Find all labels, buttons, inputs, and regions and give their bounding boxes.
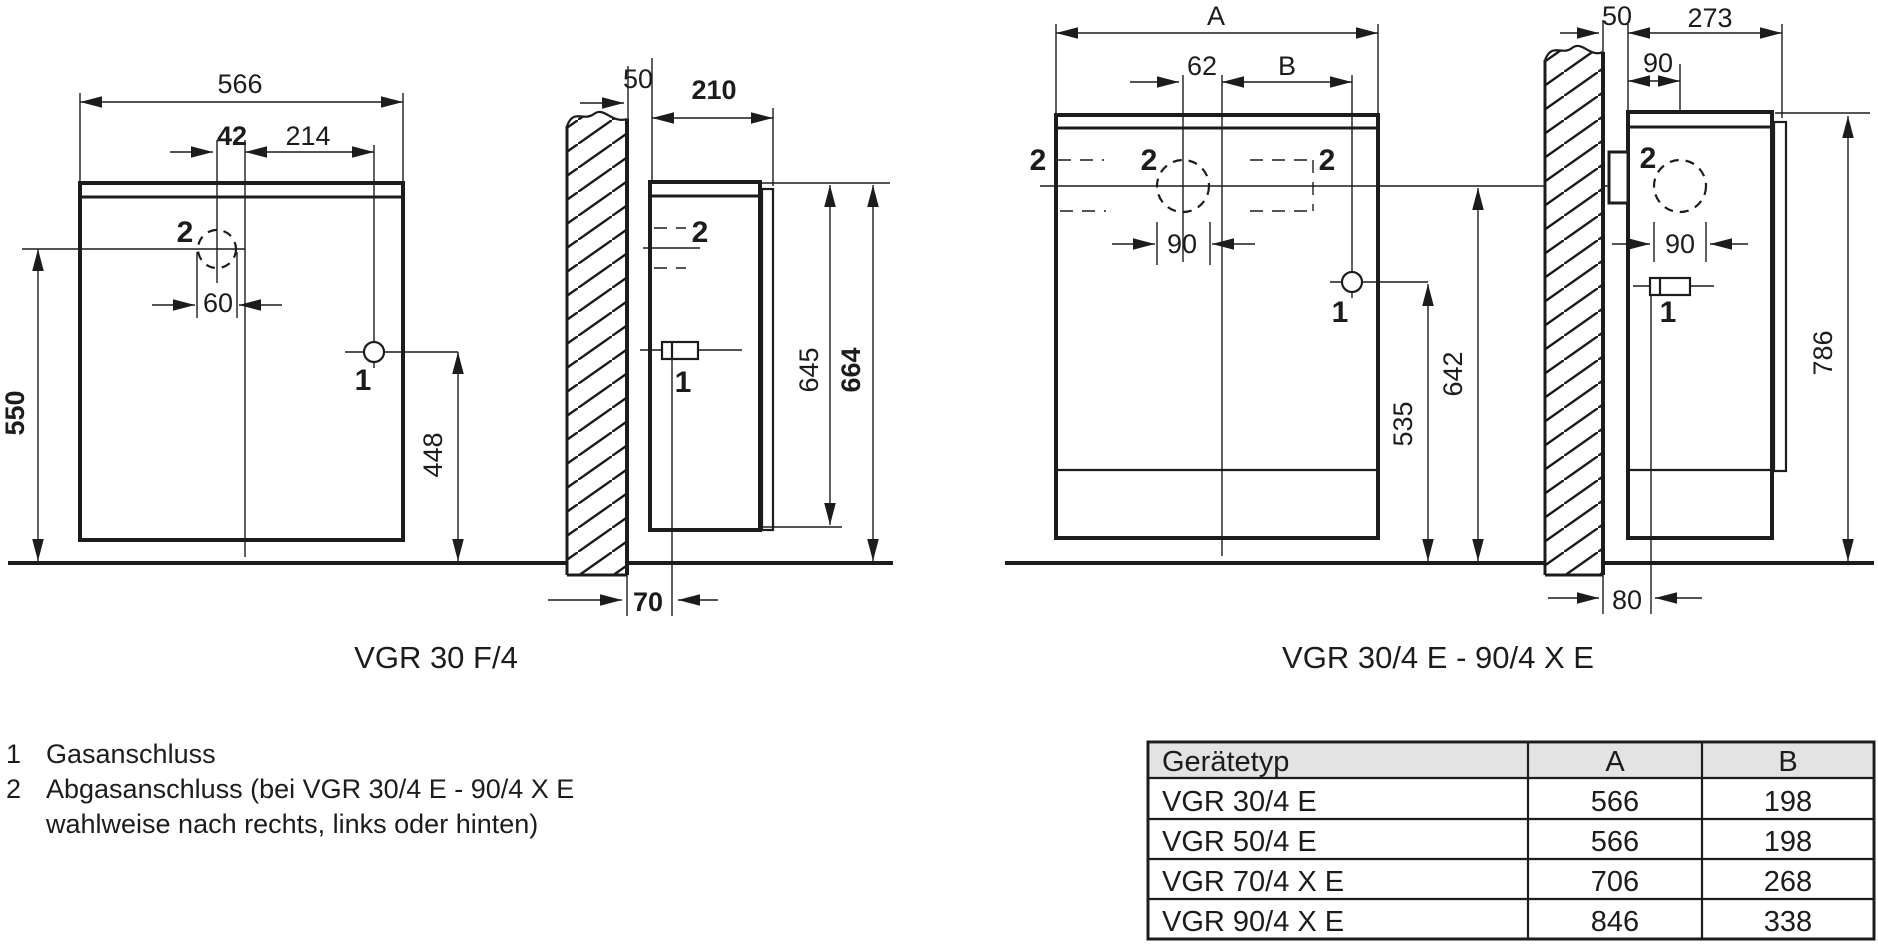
table-header-b: B	[1778, 746, 1798, 778]
unit-outline	[1056, 115, 1378, 538]
gas-label: 1	[1659, 296, 1677, 329]
device-table	[1148, 742, 1874, 939]
dim-70-label: 70	[632, 587, 664, 617]
dim-645	[762, 183, 890, 527]
table-row	[1162, 866, 1812, 898]
dim-664	[836, 185, 873, 561]
caption-right: VGR 30/4 E - 90/4 X E	[1282, 640, 1594, 675]
dim-90-top-label: 90	[1642, 48, 1674, 78]
legend-item1-key: 1	[6, 739, 22, 769]
dim-642-label: 642	[1438, 351, 1468, 397]
dim-214	[245, 121, 374, 152]
flue-rear-stub	[1609, 152, 1628, 203]
dim-448	[418, 352, 458, 561]
flue-label: 2	[691, 216, 709, 249]
flue-label-right: 2	[1318, 144, 1336, 177]
wall-section	[567, 112, 627, 575]
front-panel-strip	[1774, 122, 1786, 471]
legend-item2-text-line1: Abgasanschluss (bei VGR 30/4 E - 90/4 X E	[46, 774, 575, 804]
cell-a: 706	[1590, 866, 1640, 898]
gas-circle	[364, 342, 384, 362]
dim-42-label: 42	[216, 121, 248, 151]
dim-550-label: 550	[0, 390, 30, 436]
dim-62	[1130, 51, 1217, 82]
wall-hatch	[1545, 46, 1603, 575]
flue-label-left: 2	[1029, 144, 1047, 177]
dim-A-label: A	[1206, 1, 1226, 31]
unit-side-outline	[1628, 112, 1772, 538]
caption-left: VGR 30 F/4	[354, 640, 518, 675]
table-row	[1162, 826, 1812, 858]
flue-label: 2	[1639, 142, 1657, 175]
dim-645-label: 645	[794, 347, 824, 393]
table-row	[1162, 906, 1812, 938]
right-side-view	[1545, 1, 1870, 615]
dim-664-label: 664	[836, 347, 866, 393]
dim-B	[1222, 51, 1352, 82]
dim-50-label: 50	[622, 64, 654, 94]
dim-42	[170, 121, 247, 152]
cell-b: 198	[1763, 786, 1813, 818]
middle-side-view	[548, 58, 890, 617]
legend-item2-text-line2: wahlweise nach rechts, links oder hinten)	[46, 809, 539, 839]
dim-80	[1548, 575, 1702, 615]
cell-a: 846	[1590, 906, 1640, 938]
dim-786-label: 786	[1808, 330, 1838, 376]
dim-535	[1388, 284, 1428, 561]
cell-type: VGR 30/4 E	[1162, 786, 1317, 818]
gas-fitting	[1650, 278, 1690, 295]
wall-section	[1545, 46, 1603, 575]
table-header-type: Gerätetyp	[1162, 746, 1290, 778]
gas-label: 1	[354, 364, 372, 397]
dim-566-label: 566	[217, 69, 263, 99]
dim-448-label: 448	[418, 432, 448, 478]
unit-outline	[80, 183, 403, 540]
dim-B-label: B	[1277, 51, 1297, 81]
legend-item1-text: Gasanschluss	[46, 739, 216, 769]
dim-550	[0, 249, 38, 561]
cell-type: VGR 50/4 E	[1162, 826, 1317, 858]
legend	[6, 739, 574, 839]
gas-label: 1	[674, 366, 692, 399]
gas-fitting	[662, 342, 698, 359]
dim-90-label: 90	[1166, 229, 1198, 259]
dim-60-label: 60	[202, 288, 234, 318]
cell-type: VGR 70/4 X E	[1162, 866, 1345, 898]
dim-786	[1775, 113, 1870, 561]
dim-535-label: 535	[1388, 401, 1418, 447]
cell-type: VGR 90/4 X E	[1162, 906, 1345, 938]
left-front-view	[0, 69, 458, 561]
cell-a: 566	[1590, 786, 1640, 818]
dim-90-mid-label: 90	[1664, 229, 1696, 259]
flue-label: 2	[176, 216, 194, 249]
dim-80-label: 80	[1611, 585, 1643, 615]
cell-b: 198	[1763, 826, 1813, 858]
dim-50-label: 50	[1601, 1, 1633, 31]
table-header-a: A	[1605, 746, 1625, 778]
cell-b: 338	[1763, 906, 1813, 938]
legend-item2-key: 2	[6, 774, 22, 804]
wall-hatch	[567, 112, 627, 575]
dim-273-label: 273	[1687, 3, 1733, 33]
cell-b: 268	[1763, 866, 1813, 898]
gas-label: 1	[1331, 296, 1349, 329]
right-front-view	[1030, 1, 1710, 561]
dim-62-label: 62	[1186, 51, 1218, 81]
dim-210-label: 210	[691, 75, 737, 105]
dim-642	[1438, 188, 1478, 561]
gas-circle	[1342, 272, 1362, 292]
cell-a: 566	[1590, 826, 1640, 858]
dim-210	[652, 75, 773, 186]
flue-label-mid: 2	[1140, 144, 1158, 177]
dim-214-label: 214	[285, 121, 331, 151]
back-panel-strip	[762, 189, 773, 530]
table-row	[1162, 786, 1812, 818]
